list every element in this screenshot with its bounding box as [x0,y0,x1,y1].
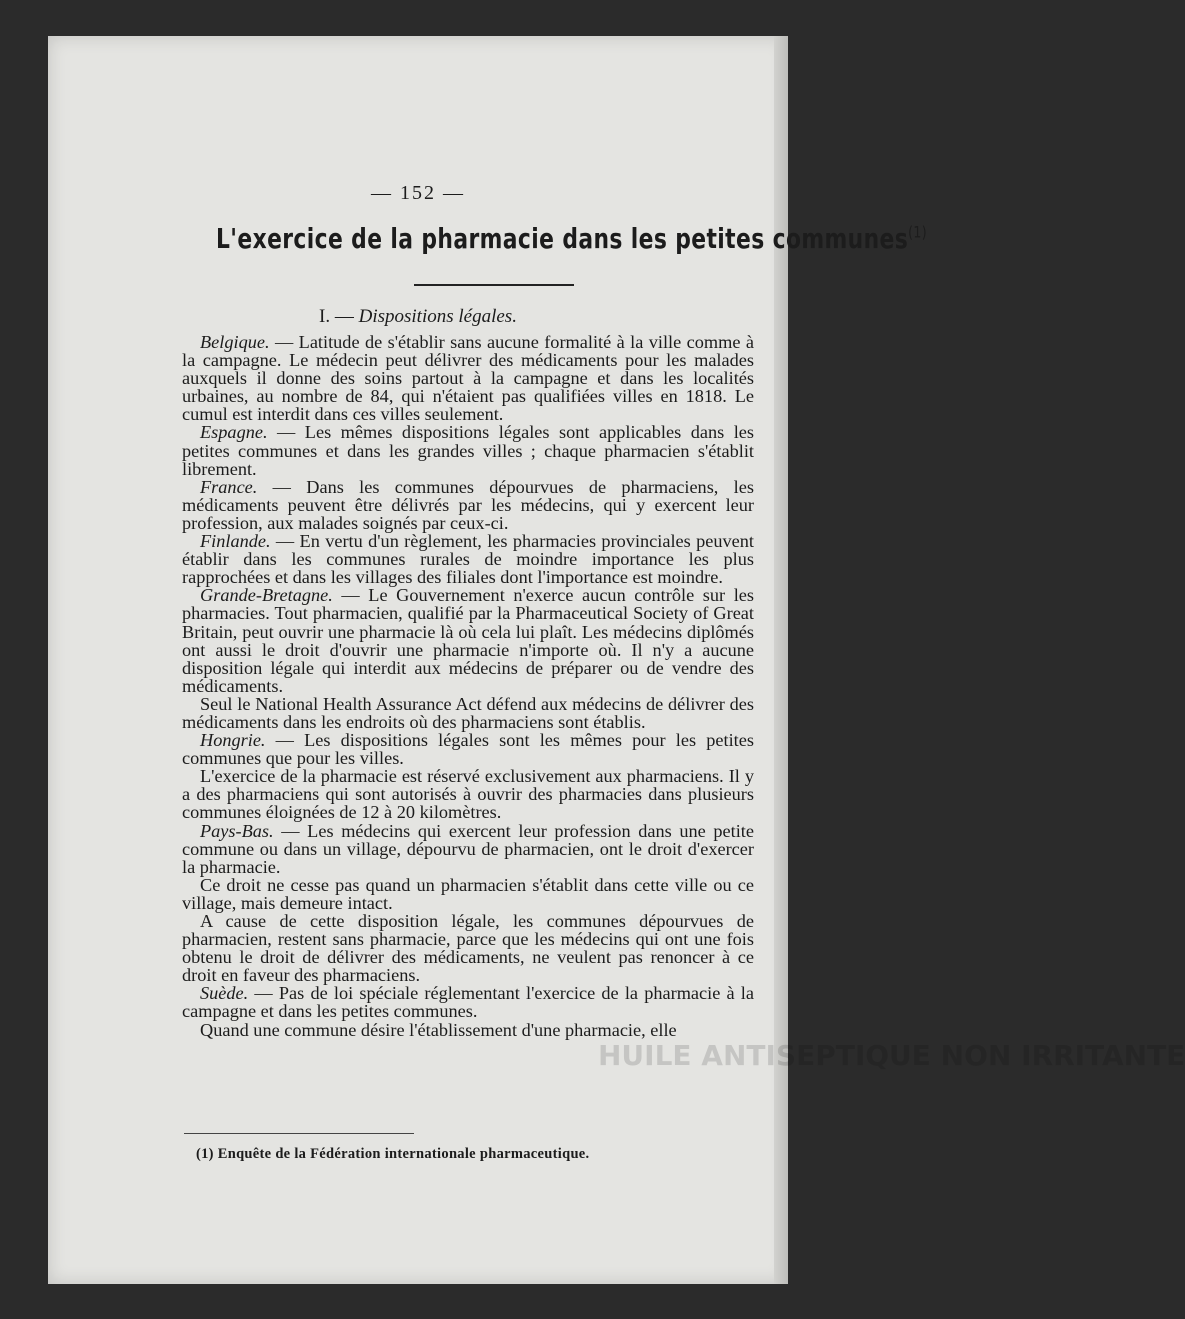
country-label: Hongrie. [200,730,266,751]
paragraph-text: — Latitude de s'établir sans aucune formalité à la ville comme à la campagne. Le médecin peut délivrer des médicaments pour les malades auxquels il donne des soins partout à la campagne et dans les localités urbaines, au nombre de 84, qui n'étaient pas qualifiées villes en 1818. Le cumul est interdit dans ces villes seulement. [182,332,754,425]
paragraph-text: — Pas de loi spéciale réglementant l'exercice de la pharmacie à la campagne et dans les petites communes. [182,983,754,1022]
paragraph [182,984,754,1020]
country-label: Espagne. [200,422,268,443]
footnote-rule [184,1133,414,1134]
footnote-ref: (1) [908,222,927,242]
country-label: Finlande. [200,531,271,552]
paragraph [182,822,754,876]
country-label: Belgique. [200,332,270,352]
paragraph-text: A cause de cette disposition légale, les communes dépourvues de pharmacien, restent sans pharmacie, parce que les médecins qui ont une fois obtenu le droit de délivrer des médicaments, ne veulent pas renoncer à ce droit en faveur des pharmaciens. [182,911,754,986]
paragraph-text: — Le Gouvernement n'exerce aucun contrôle sur les pharmacies. Tout pharmacien, qualifié par la Pharmaceutical Society of Great Britain, peut ouvrir une pharmacie là où cela lui plaît. Les médecins diplômés ont aussi le droit d'ouvrir une pharmacie n'importe où. Il n'y a aucune disposition légale qui interdit aux médecins de préparer ou de vendre des médicaments. [182,585,754,696]
paragraph-text: — Les dispositions légales sont les mêmes pour les petites communes que pour les villes. [182,730,754,769]
paragraph-text: Ce droit ne cesse pas quand un pharmacien s'établit dans cette ville ou ce village, mais demeure intact. [182,874,754,913]
paragraph [182,333,754,423]
paragraph-text: — Les mêmes dispositions légales sont applicables dans les petites communes et dans les grandes villes ; chaque pharmacien s'établit librement. [182,422,754,479]
paragraph [182,767,754,821]
section-title: Dispositions légales. [358,306,517,327]
paragraph-text: L'exercice de la pharmacie est réservé exclusivement aux pharmaciens. Il y a des pharmaciens qui sont autorisés à ouvrir des pharmacies dans plusieurs communes éloignées de 12 à 20 kilomètres. [182,766,754,823]
page-title-text: L'exercice de la pharmacie dans les petites communes [216,222,909,255]
body-text [182,333,754,1039]
paragraph [182,478,754,532]
section-number: I. — [319,306,359,327]
paragraph-text: Quand une commune désire l'établissement d'une pharmacie, elle [200,1019,677,1040]
paragraph [182,876,754,912]
paragraph-text: Seul le National Health Assurance Act défend aux médecins de délivrer des médicaments dans les endroits où des pharmaciens sont établis. [182,693,754,732]
country-label: Suède. [200,983,249,1004]
bleed-through-stamp [598,1036,1185,1156]
paragraph [182,1021,754,1039]
country-label: Pays-Bas. [200,820,274,841]
paragraph-text: — Les médecins qui exercent leur profession dans une petite commune ou dans un village, dépourvu de pharmacien, ont le droit d'exercer la pharmacie. [182,820,754,877]
section-heading [48,306,788,328]
country-label: Grande-Bretagne. [200,585,333,606]
stamp-line: HUILE ANTISEPTIQUE NON IRRITANTE [598,1039,1185,1072]
paragraph [182,532,754,586]
paragraph-text: — En vertu d'un règlement, les pharmacies provinciales peuvent établir dans les communes rurales de moindre importance les plus rapprochées et dans les villages des filiales dont l'importance est moindre. [182,531,754,588]
document-page [48,36,1185,1284]
footnote: (1) Enquête de la Fédération internationale pharmaceutique. [196,1146,590,1162]
paragraph [182,586,754,695]
paragraph [182,731,754,767]
title-rule [414,284,574,286]
country-label: France. [200,476,258,497]
paragraph-text: — Dans les communes dépourvues de pharmaciens, les médicaments peuvent être délivrés par les médecins, qui y exercent leur profession, aux malades soignés par ceux-ci. [182,476,754,533]
paragraph [182,695,754,731]
paragraph [182,912,754,984]
page-title [216,222,927,255]
paragraph [182,423,754,477]
page-number: — 152 — [371,182,465,204]
